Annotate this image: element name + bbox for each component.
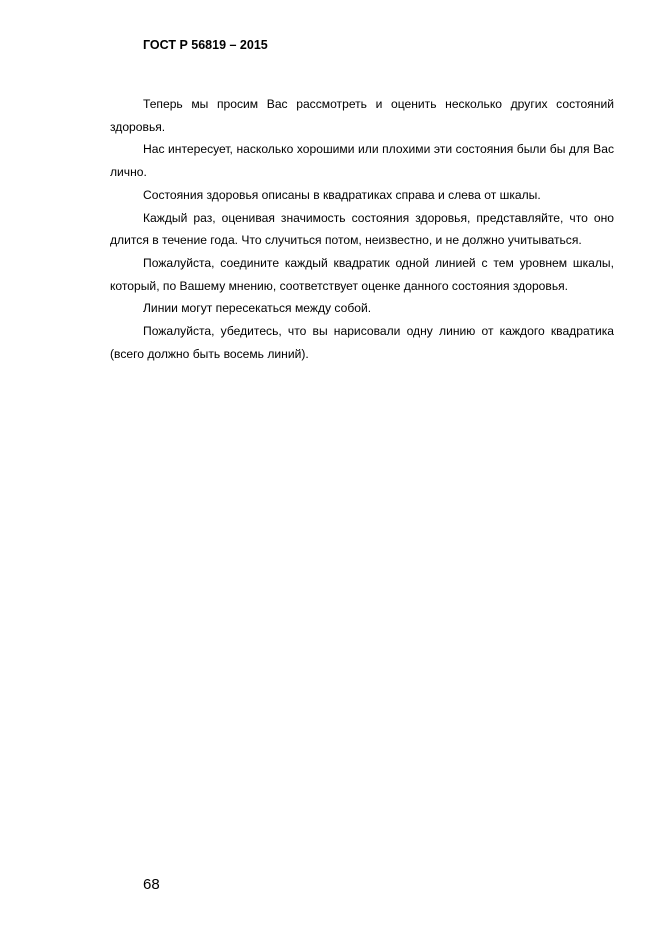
paragraph: Линии могут пересекаться между собой. bbox=[143, 301, 372, 316]
paragraph: Теперь мы просим Вас рассмотреть и оценить несколько других состояний здоровья. bbox=[110, 97, 614, 134]
instructions-text bbox=[110, 93, 614, 365]
paragraph: Пожалуйста, убедитесь, что вы нарисовали одну линию от каждого квадратика (всего должно быть восемь линий). bbox=[110, 324, 614, 361]
paragraph: Нас интересует, насколько хорошими или плохими эти состояния были бы для Вас лично. bbox=[110, 142, 614, 180]
paragraph: Пожалуйста, соедините каждый квадратик одной линией с тем уровнем шкалы, который, по Вашему мнению, соответствует оценке данного состояния здоровья. bbox=[110, 255, 614, 293]
paragraph: Каждый раз, оценивая значимость состояния здоровья, представляйте, что оно длится в течение года. Что случиться потом, неизвестно, и не должно учитываться. bbox=[110, 210, 614, 248]
standard-code-header: ГОСТ Р 56819 – 2015 bbox=[143, 38, 268, 52]
paragraph: Состояния здоровья описаны в квадратиках справа и слева от шкалы. bbox=[143, 187, 541, 202]
page-number: 68 bbox=[143, 876, 160, 893]
